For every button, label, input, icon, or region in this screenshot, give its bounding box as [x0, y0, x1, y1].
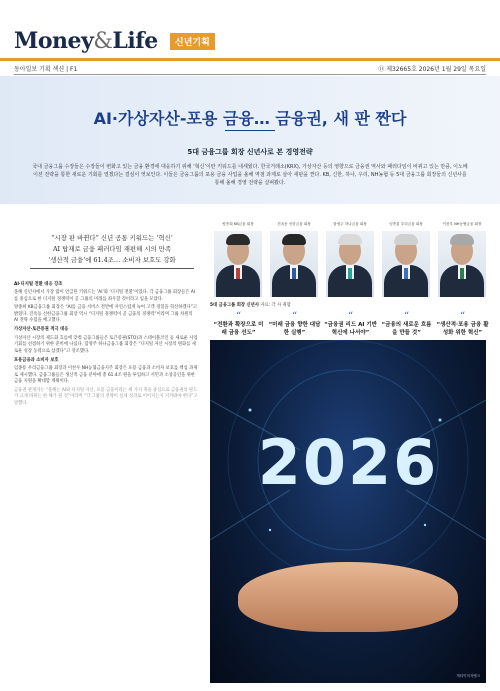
- portrait-photo: [270, 231, 318, 297]
- article-body: [14, 279, 198, 409]
- logo-money: Money: [14, 28, 94, 54]
- portrait-photo: [382, 231, 430, 297]
- portrait-caption: 진옥동 신한금융 회장: [277, 222, 311, 226]
- pull-quote-line: “시장 판 바뀐다” 신년 공통 키워드는 ‘혁신’: [51, 234, 173, 242]
- page-subtitle: 5대 금융그룹 회장 신년사로 본 경영전략: [187, 148, 313, 156]
- divider: [14, 74, 486, 75]
- portrait-card: [322, 222, 378, 297]
- article-paragraph: 금융권 관계자는 “올해는 AI와 디지털 자산, 포용 금융이라는 세 가지 축을 중심으로 금융권의 판도가 크게 바뀌는 한 해가 될 것”이라며 “각 그룹의 전략이 실제 성과로 이어지는지 지켜봐야 한다”고 말했다.: [14, 387, 198, 406]
- executive-quote-text: “전환과 확장으로 미래 금융 선도”: [213, 322, 264, 336]
- article-paragraph: 가상자산 시장의 제도화 흐름에 맞춰 금융그룹들은 토큰증권(STO)과 스테이블코인 등 새로운 사업 기회를 선점하기 위한 준비에 나섰다. 함영주 하나금융그룹 회장은 “디지털 자산 시장의 변화를 새로운 성장 동력으로 삼겠다”고 강조했다.: [14, 335, 198, 354]
- portrait-card: [378, 222, 434, 297]
- portrait-caption: 이찬우 NH농협금융 회장: [442, 222, 482, 226]
- pull-quote: [32, 233, 192, 266]
- executive-quote: “ “전환과 확장으로 미래 금융 선도”: [213, 311, 264, 336]
- page-headline: AI·가상자산-포용 금융… 금융권, 새 판 짠다: [93, 109, 407, 128]
- executive-quote-text: “금융의 새로운 흐름을 만들 것”: [381, 322, 432, 336]
- year-numeral: 2026: [257, 426, 439, 499]
- article-paragraph: 올해 신년사에서 가장 많이 언급된 키워드는 ‘AI’와 ‘디지털 전환’이었다. 각 금융그룹 회장들은 AI를 중심으로 한 디지털 경쟁력이 곧 그룹의 미래를 좌우할 것이라고 입을 모았다.: [14, 290, 196, 302]
- masthead: [0, 0, 500, 58]
- portrait-caption: 함영주 하나금융 회장: [333, 222, 367, 226]
- hand-illustration: [238, 562, 458, 632]
- logo-amp: &: [93, 29, 113, 54]
- feature-illustration: [210, 340, 486, 683]
- section-badge: 신년기획: [170, 33, 215, 50]
- article-subhead: 포용금융과 소비자 보호: [14, 358, 59, 364]
- portrait-card: [434, 222, 490, 297]
- portrait-photo: [214, 231, 262, 297]
- portrait-photo: [326, 231, 374, 297]
- lead-paragraph: 국내 금융그룹 수장들은 수장들이 변화고 있는 금융 환경에 대응하기 위해 ‘혁신’이란 키워드를 내세웠다. 한국거래소(KRX), 가상자산 등의 영향으로 금융권 역사와 패러다임이 바뀌고 있는 만큼, 이노베이션 전략을 통한 새로운 기회를 열겠다는 결심이 엿보인다. 이들은 금융그룹의 포용 금융 사업을 올해 역점 과제로 삼아 새판을 짠다. KB, 신한, 하나, 우리, NH농협 등 5대 금융그룹 회장들의 신년사를 통해 올해 경영 전략을 살펴봤다.: [32, 164, 468, 186]
- section-logo: [14, 28, 158, 54]
- headline-rule: [225, 130, 275, 131]
- portrait-caption: 양종희 KB금융 회장: [222, 222, 254, 226]
- executive-quote: “ “금융의 새로운 흐름을 만들 것”: [381, 311, 432, 336]
- quotes-caption-source: 자료: 각 사 취합: [260, 303, 291, 308]
- portrait-caption: 임종룡 우리금융 회장: [389, 222, 423, 226]
- quote-rule: [30, 268, 194, 269]
- executive-quote: “ “생산적·포용 금융 활성화 위한 혁신”: [436, 311, 489, 336]
- pull-quote-line: AI 탑재로 금융 패러다임 재편해 시의 만족: [52, 245, 172, 253]
- portrait-photo: [438, 231, 486, 297]
- quotes-caption: [210, 302, 490, 308]
- portrait-row: [210, 222, 490, 297]
- portrait-card: [266, 222, 322, 297]
- section-label: 동아일보 기획 섹션 | F1: [14, 66, 78, 73]
- executive-quote-text: “금융권 리드 AI 기반 혁신에 나서야”: [324, 322, 377, 336]
- logo-life: Life: [112, 28, 158, 54]
- portrait-card: [210, 222, 266, 297]
- info-bar: [0, 61, 500, 74]
- article-paragraph: 임종룡 우리금융그룹 회장과 이찬우 NH농협금융지주 회장은 포용 금융과 소비자 보호를 핵심 과제로 제시했다. 금융그룹들은 생산적 금융 분야에 총 61.4조 원을 투입하고 서민과 소상공인을 위한 금융 지원을 확대할 계획이다.: [14, 366, 198, 385]
- pull-quote-line: ‘생산적 금융’에 61.4조… 소비자 보호도 강화: [48, 256, 176, 264]
- publication-date: Ⓓ 제32665호 2026년 1월 29일 목요일: [378, 66, 486, 73]
- article-subhead: 가상자산·토큰증권 적극 대응: [14, 327, 69, 333]
- article-paragraph: 양종희 KB금융그룹 회장은 “AI를 금융 서비스 전반에 자연스럽게 녹여 고객 경험을 혁신하겠다”고 밝혔다. 진옥동 신한금융그룹 회장 역시 “디지털 경쟁력이 곧 금융의 경쟁력”이라며 그룹 차원의 AI 전략 수립을 예고했다.: [14, 305, 198, 324]
- image-credit: 게티이미지뱅크: [456, 674, 480, 678]
- executive-quote: “ “미래 금융 향한 대담한 실행”: [268, 311, 321, 336]
- executive-quote-text: “미래 금융 향한 대담한 실행”: [268, 322, 321, 336]
- executive-quote: “ “금융권 리드 AI 기반 혁신에 나서야”: [324, 311, 377, 336]
- executive-quote-text: “생산적·포용 금융 활성화 위한 혁신”: [436, 322, 489, 336]
- article-subhead: AI·디지털 전환 대응 강조: [14, 282, 63, 287]
- quotes-caption-title: 5대 금융그룹 회장 신년사: [210, 303, 259, 308]
